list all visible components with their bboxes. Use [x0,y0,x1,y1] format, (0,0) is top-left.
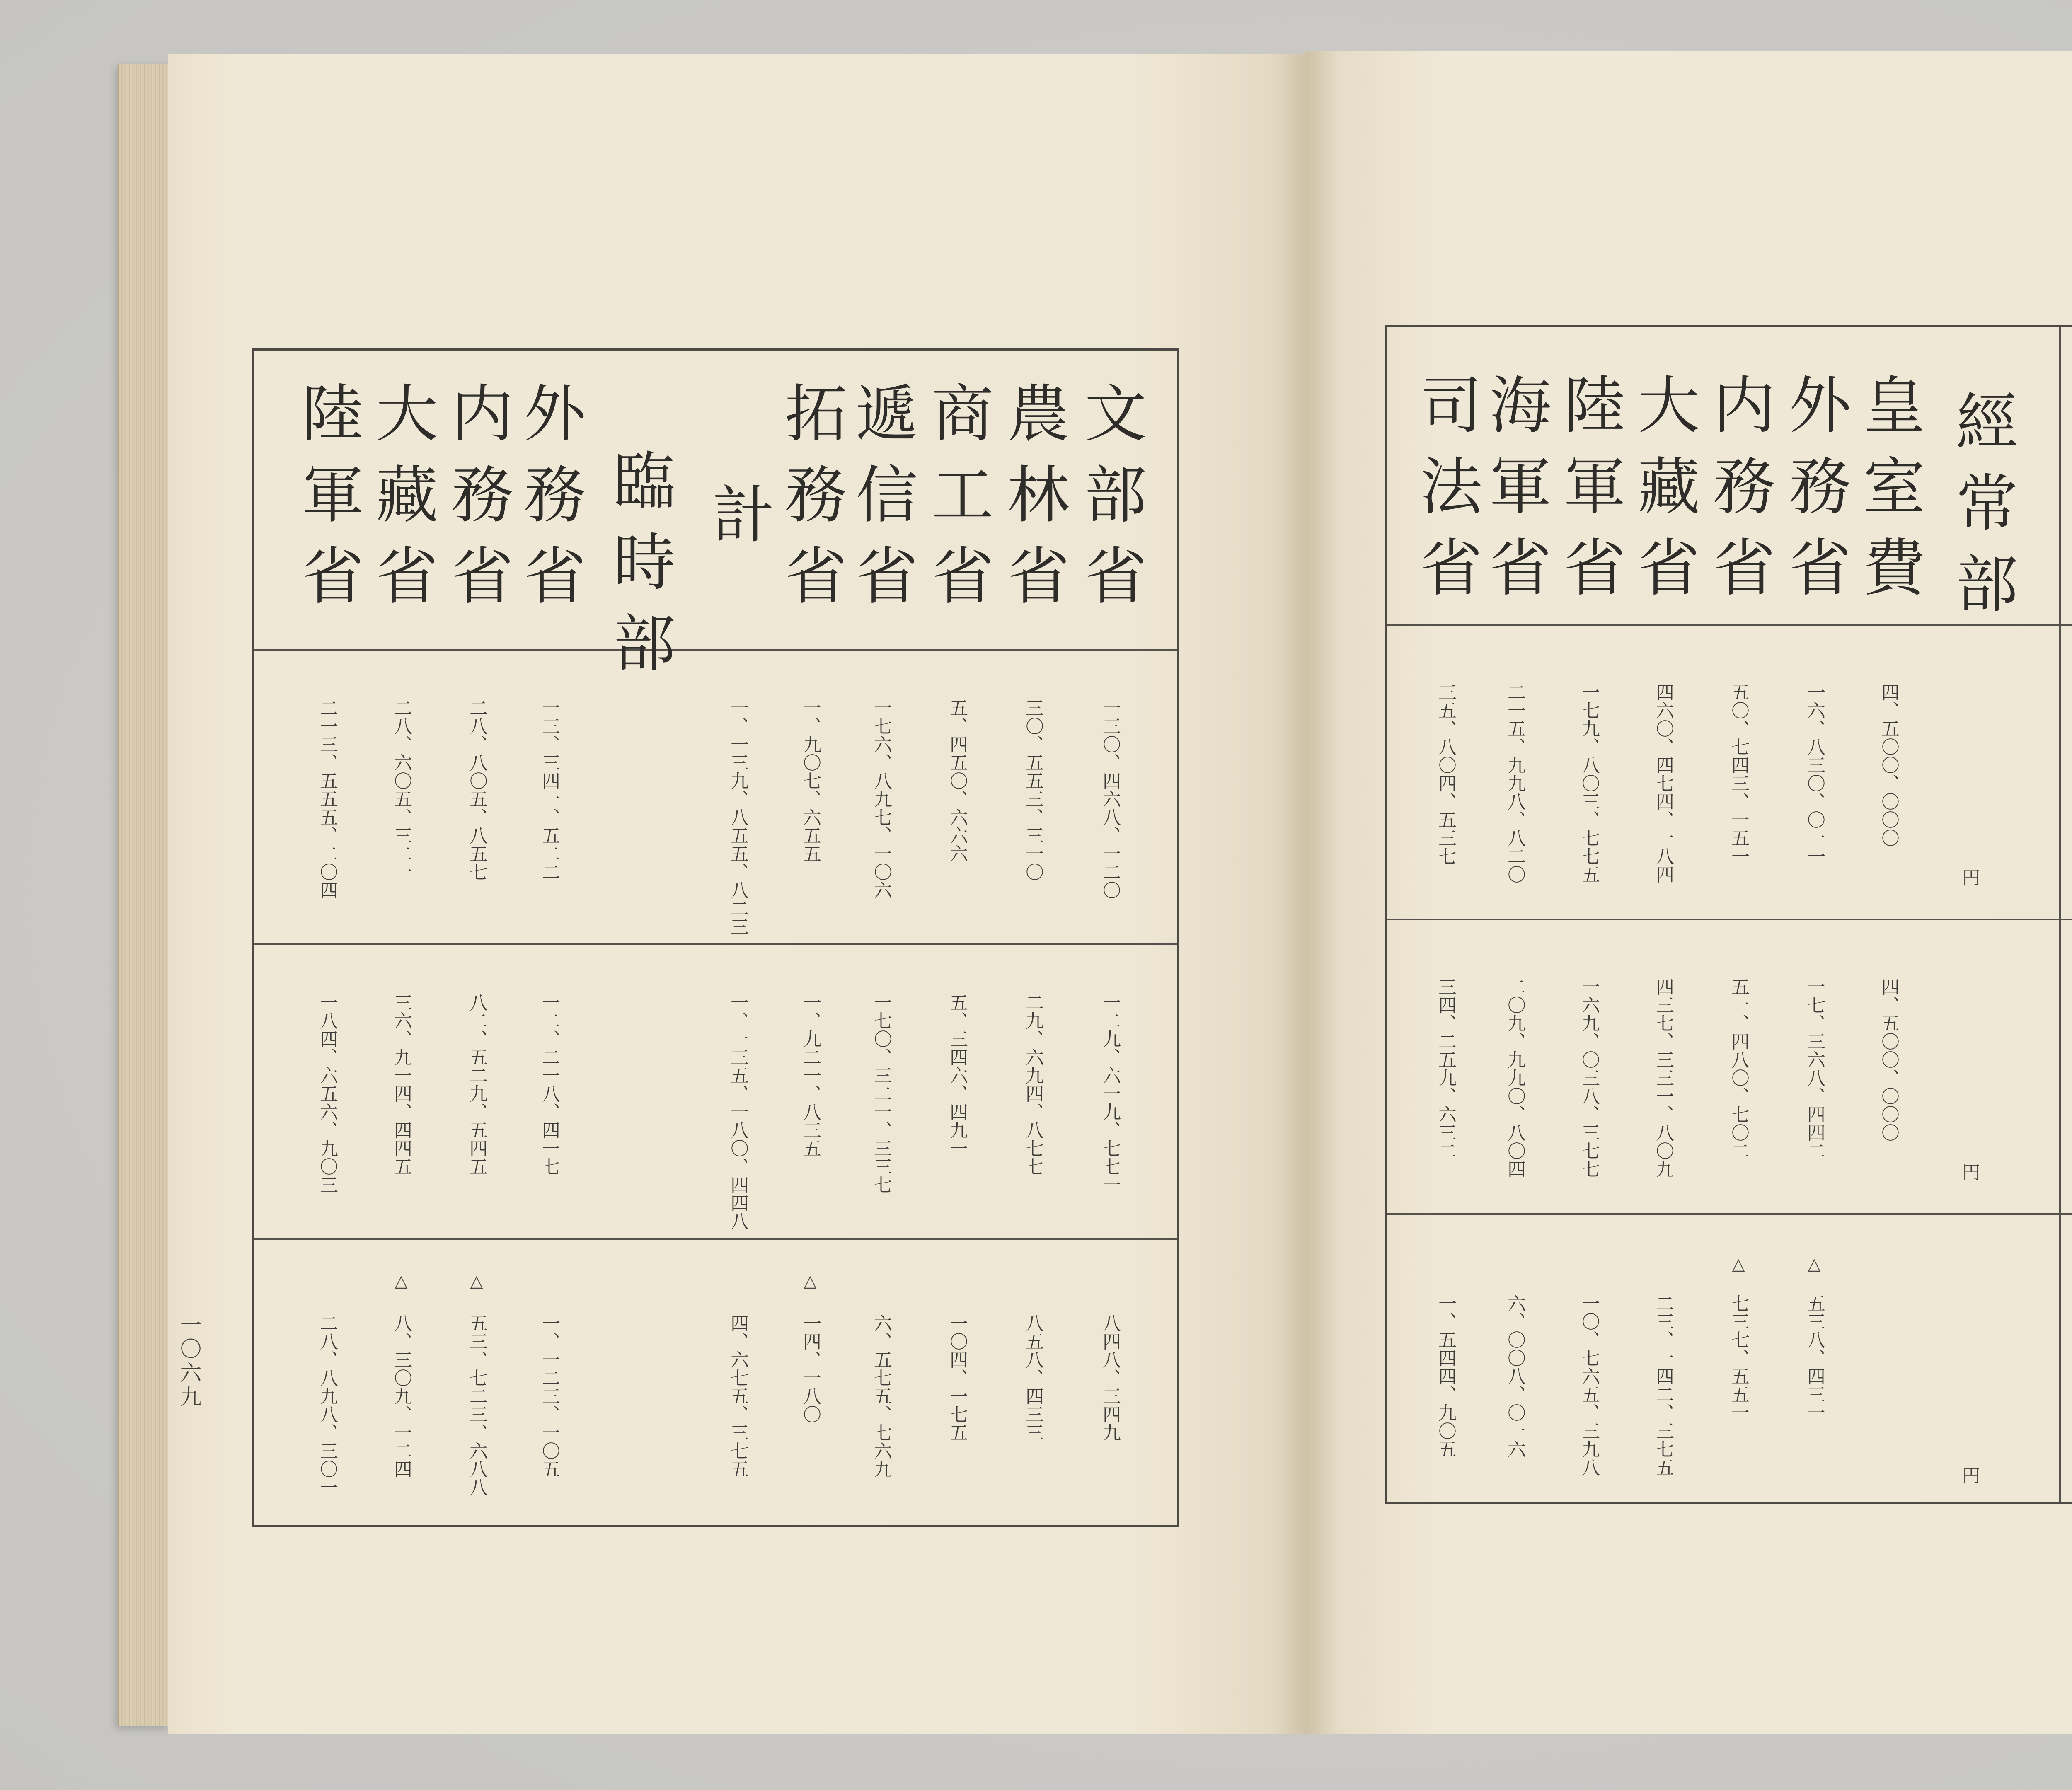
difference-value: 八五八、四三三 [1022,1314,1043,1442]
header-column-divider [2059,327,2061,1502]
current-budget-value: 二一五、九九八、八二〇 [1504,683,1525,883]
right-page [1305,51,2072,1734]
current-budget-value: 二八、六〇五、三二一 [391,699,412,881]
difference-value: 六、〇〇八、〇一六 [1504,1294,1525,1458]
difference-value: 四、六七五、三七五 [727,1314,748,1478]
ministry-name: 皇室費 [1852,373,1924,616]
budget-table-left [252,348,1179,1527]
ministry-name: 拓務省 [774,381,846,624]
previous-budget-value: 八二、五二九、五四五 [466,993,487,1176]
ministry-name: 遞信省 [845,381,917,624]
decrease-mark: △ [1805,1255,1824,1274]
ministry-name: 計 [702,482,774,563]
ministry-name: 文部省 [1074,381,1146,624]
current-budget-value: 一三〇、四六八、一二〇 [1099,699,1121,899]
current-budget-value: 四、五〇〇、〇〇〇 [1878,683,1899,847]
unit-label: 円 [1959,1163,1980,1181]
difference-value: 二八、八九八、三〇一 [317,1314,338,1496]
ministry-name: 大藏省 [1627,373,1699,616]
previous-budget-value: 一二、二一八、四一七 [539,993,560,1176]
previous-budget-value: 五一、四八〇、七〇二 [1728,977,1749,1160]
unit-label: 円 [1959,868,1980,886]
table-divider [1387,919,2072,920]
current-budget-value: 一、一三九、八五五、八二三 [727,699,748,936]
decrease-mark: △ [801,1272,820,1291]
difference-value: 一〇、七六五、三九八 [1578,1294,1600,1476]
ministry-name: 陸軍省 [1553,373,1625,616]
table-divider [254,1238,1177,1240]
unit-label: 円 [1959,1466,1980,1484]
ministry-name: 商工省 [921,381,993,624]
ministry-name: 外務省 [513,381,585,624]
previous-budget-value: 一七、三六八、四四二 [1804,977,1825,1160]
budget-table-right [1385,325,2072,1504]
left-page [168,54,1305,1734]
ministry-name: 内務省 [441,381,513,624]
previous-budget-value: 二〇九、九九〇、八〇四 [1504,977,1525,1178]
ministry-name: 司法省 [1409,373,1481,616]
ministry-name: 陸軍省 [291,381,363,624]
decrease-mark: △ [392,1272,411,1291]
previous-budget-value: 一八四、六五六、九〇三 [317,993,338,1194]
decrease-mark: △ [1729,1255,1748,1274]
difference-value: 八四八、三四九 [1099,1314,1121,1442]
table-divider [254,649,1177,651]
previous-budget-value: 四三七、三三一、八〇九 [1653,977,1674,1178]
previous-budget-value: 一七〇、三二一、三三七 [871,993,892,1194]
previous-budget-value: 一二九、六一九、七七一 [1099,993,1121,1194]
previous-budget-value: 一、九二一、八三五 [800,993,821,1157]
difference-value: 一、一二三、一〇五 [539,1314,560,1478]
table-divider [1387,1213,2072,1215]
difference-value: 五三八、四三一 [1804,1294,1825,1422]
ministry-name: 内務省 [1702,373,1774,616]
current-budget-value: 二一三、五五五、二〇四 [317,699,338,899]
current-budget-value: 一六、八三〇、〇一一 [1804,683,1825,865]
current-budget-value: 二八、八〇五、八五七 [466,699,487,881]
current-budget-value: 一三、三四一、五二二 [539,699,560,881]
page-number-left: 一〇六九 [176,1313,201,1410]
previous-budget-value: 三四、二五九、六三二 [1435,977,1456,1160]
current-budget-value: 三五、八〇四、五三七 [1435,683,1456,865]
difference-value: 八、三〇九、一二四 [391,1314,412,1478]
current-budget-value: 五〇、七四三、一五一 [1728,683,1749,865]
previous-budget-value: 三六、九一四、四四五 [391,993,412,1176]
ministry-name: 外務省 [1778,373,1850,616]
previous-budget-value: 四、五〇〇、〇〇〇 [1878,977,1899,1142]
difference-value: 二三、一四二、三七五 [1653,1294,1674,1476]
decrease-mark: △ [467,1272,486,1291]
previous-budget-value: 五、三四六、四九一 [946,993,968,1157]
difference-value: 七三七、五五一 [1728,1294,1749,1422]
difference-value: 五三、七二三、六八八 [466,1314,487,1496]
current-budget-value: 三〇、五五三、三一〇 [1022,699,1043,881]
difference-value: 一、五四四、九〇五 [1435,1294,1456,1458]
previous-budget-value: 一六九、〇三八、三七七 [1578,977,1600,1178]
previous-budget-value: 二九、六九四、八七七 [1022,993,1043,1176]
previous-budget-value: 一、一三五、一八〇、四四八 [727,993,748,1230]
difference-value: 一〇四、一七五 [946,1314,968,1442]
difference-value: 一四、一八〇 [800,1314,821,1423]
current-budget-value: 一、九〇七、六五五 [800,699,821,863]
ministry-name: 海軍省 [1479,373,1551,616]
current-budget-value: 一七六、八九七、一〇六 [871,699,892,899]
section-label-ordinary: 經常部 [1945,389,2017,633]
left-page-edges [118,64,169,1726]
ministry-name: 大藏省 [365,381,437,624]
table-divider [254,943,1177,945]
difference-value: 六、五七五、七六九 [871,1314,892,1478]
current-budget-value: 一七九、八〇三、七七五 [1578,683,1600,883]
current-budget-value: 四六〇、四七四、一八四 [1653,683,1674,883]
current-budget-value: 五、四五〇、六六六 [946,699,968,863]
section-label-extraordinary: 臨時部 [603,448,675,692]
ministry-name: 農林省 [997,381,1069,624]
